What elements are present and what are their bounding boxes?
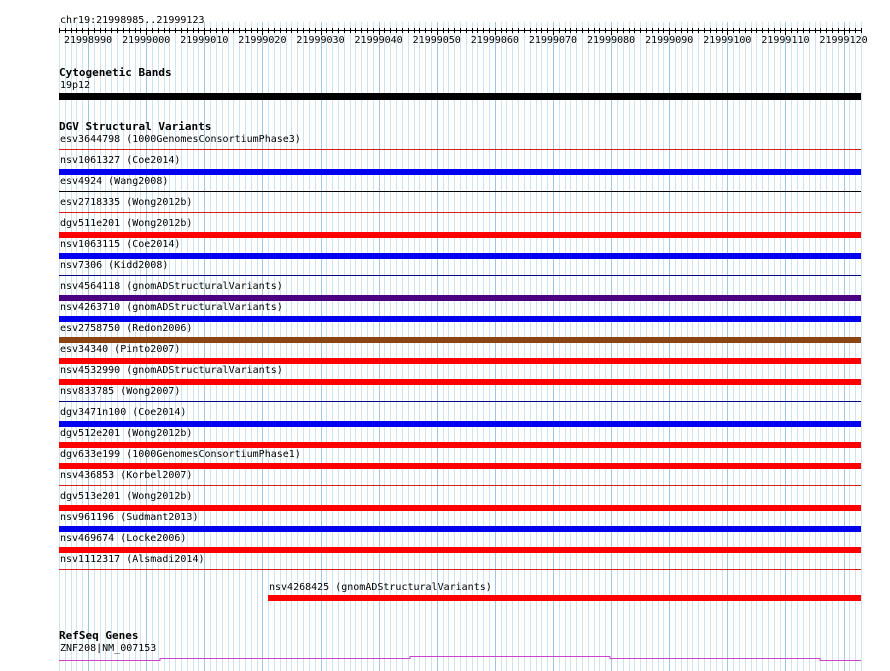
dgv-feature-label: esv2758750 (Redon2006)	[60, 323, 193, 334]
dgv-feature-bar[interactable]	[59, 547, 861, 553]
dgv-feature-label: esv34340 (Pinto2007)	[60, 344, 181, 355]
dgv-feature-bar[interactable]	[59, 379, 861, 385]
dgv-feature-bar[interactable]	[59, 526, 861, 532]
dgv-feature-bar[interactable]	[59, 275, 861, 276]
ruler-tick-label: 21999070	[528, 35, 578, 46]
refseq-gene-model[interactable]	[0, 652, 890, 662]
dgv-feature-label: nsv7306 (Kidd2008)	[60, 260, 169, 271]
dgv-feature-label: nsv436853 (Korbel2007)	[60, 470, 193, 481]
dgv-feature-bar[interactable]	[59, 212, 861, 213]
dgv-feature-label: dgv513e201 (Wong2012b)	[60, 491, 193, 502]
ruler-tick-label: 21999030	[296, 35, 345, 46]
dgv-feature-bar[interactable]	[59, 421, 861, 427]
dgv-feature-bar[interactable]	[59, 316, 861, 322]
dgv-feature-label: esv4924 (Wang2008)	[60, 176, 169, 187]
dgv-feature-bar[interactable]	[59, 358, 861, 364]
cytoband-label: 19p12	[60, 80, 91, 91]
dgv-feature-label: esv2718335 (Wong2012b)	[60, 197, 193, 208]
dgv-feature-bar[interactable]	[59, 191, 861, 192]
dgv-feature-bar[interactable]	[268, 595, 861, 601]
cytoband-track-title: Cytogenetic Bands	[59, 66, 172, 79]
dgv-feature-bar[interactable]	[59, 169, 861, 175]
refseq-gene-label: ZNF208|NM_007153	[60, 643, 157, 654]
dgv-feature-bar[interactable]	[59, 253, 861, 259]
ruler-tick-label: 21999010	[180, 35, 229, 46]
dgv-feature-bar[interactable]	[59, 485, 861, 486]
ruler-tick-label: 21999040	[354, 35, 403, 46]
dgv-feature-label: nsv833785 (Wong2007)	[60, 386, 181, 397]
dgv-feature-label: nsv961196 (Sudmant2013)	[60, 512, 199, 523]
dgv-feature-label: dgv633e199 (1000GenomesConsortiumPhase1)	[60, 449, 301, 460]
dgv-feature-bar[interactable]	[59, 295, 861, 301]
ruler-tick-label: 21998990	[63, 35, 113, 46]
ruler-tick-label: 21999100	[703, 35, 752, 46]
dgv-feature-label: nsv1112317 (Alsmadi2014)	[60, 554, 205, 565]
dgv-feature-label: dgv511e201 (Wong2012b)	[60, 218, 193, 229]
dgv-feature-bar[interactable]	[59, 442, 861, 448]
dgv-feature-label: esv3644798 (1000GenomesConsortiumPhase3)	[60, 134, 301, 145]
dgv-feature-bar[interactable]	[59, 463, 861, 469]
dgv-feature-label: nsv4268425 (gnomADStructuralVariants)	[269, 582, 492, 593]
dgv-feature-label: dgv512e201 (Wong2012b)	[60, 428, 193, 439]
dgv-feature-label: nsv1063115 (Coe2014)	[60, 239, 181, 250]
refseq-track-title: RefSeq Genes	[59, 629, 139, 642]
dgv-feature-bar[interactable]	[59, 401, 861, 402]
dgv-feature-bar[interactable]	[59, 505, 861, 511]
dgv-feature-label: nsv1061327 (Coe2014)	[60, 155, 181, 166]
gene-model-line	[59, 657, 861, 661]
dgv-feature-label: dgv3471n100 (Coe2014)	[60, 407, 187, 418]
ruler-tick-label: 21999110	[761, 35, 810, 46]
cytoband-bar[interactable]	[59, 93, 861, 100]
dgv-feature-bar[interactable]	[59, 337, 861, 343]
ruler-tick-label: 21999020	[238, 35, 287, 46]
dgv-feature-label: nsv4532990 (gnomADStructuralVariants)	[60, 365, 283, 376]
dgv-feature-bar[interactable]	[59, 149, 861, 150]
dgv-feature-label: nsv4564118 (gnomADStructuralVariants)	[60, 281, 283, 292]
ruler-tick-label: 21999060	[470, 35, 519, 46]
dgv-feature-label: nsv4263710 (gnomADStructuralVariants)	[60, 302, 283, 313]
ruler-tick-label: 21999090	[645, 35, 694, 46]
ruler-tick-label: 21999120	[819, 35, 868, 46]
dgv-track-title: DGV Structural Variants	[59, 120, 212, 133]
dgv-feature-bar[interactable]	[59, 232, 861, 238]
dgv-feature-label: nsv469674 (Locke2006)	[60, 533, 187, 544]
locus-label: chr19:21998985..21999123	[60, 15, 205, 26]
dgv-feature-bar[interactable]	[59, 569, 861, 570]
ruler-tick-label: 21999080	[587, 35, 636, 46]
ruler-tick-label: 21999000	[122, 35, 171, 46]
ruler-tick-label: 21999050	[412, 35, 461, 46]
